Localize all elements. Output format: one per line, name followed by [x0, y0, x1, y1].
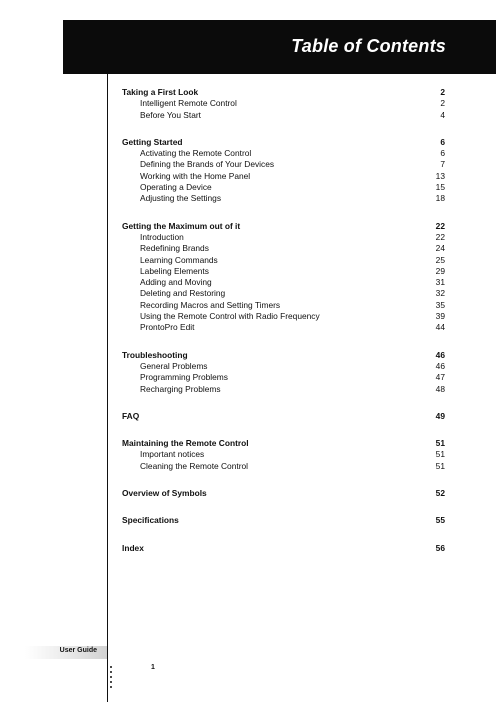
toc-page-number: 32 — [435, 288, 445, 299]
toc-subsection-entry[interactable] — [122, 372, 445, 383]
toc-chapter-title: Overview of Symbols — [122, 488, 207, 499]
toc-chapter-entry[interactable] — [122, 87, 445, 98]
toc-chapter-title: FAQ — [122, 410, 140, 421]
toc-subsection-entry[interactable] — [122, 311, 445, 322]
toc-page-number: 4 — [440, 109, 445, 120]
toc-page-number: 48 — [435, 383, 445, 394]
dot-ornament — [110, 686, 112, 688]
table-of-contents — [122, 87, 445, 570]
toc-page-number: 44 — [435, 322, 445, 333]
toc-section — [122, 137, 445, 205]
toc-subsection-entry[interactable] — [122, 266, 445, 277]
toc-subsection-title: Before You Start — [140, 109, 201, 120]
toc-subsection-entry[interactable] — [122, 110, 445, 121]
toc-subsection-title: Adding and Moving — [140, 277, 212, 288]
toc-subsection-title: Adjusting the Settings — [140, 193, 222, 204]
toc-subsection-entry[interactable] — [122, 159, 445, 170]
toc-section — [122, 515, 445, 526]
toc-subsection-entry[interactable] — [122, 449, 445, 460]
toc-page-number: 51 — [435, 449, 445, 460]
toc-page-number: 35 — [435, 299, 445, 310]
toc-subsection-title: Intelligent Remote Control — [140, 98, 237, 109]
toc-subsection-entry[interactable] — [122, 193, 445, 204]
toc-subsection-title: Defining the Brands of Your Devices — [140, 159, 275, 170]
toc-subsection-title: Cleaning the Remote Control — [140, 460, 249, 471]
page-title: Table of Contents — [291, 36, 446, 56]
toc-subsection-title: Recording Macros and Setting Timers — [140, 299, 281, 310]
toc-subsection-entry[interactable] — [122, 243, 445, 254]
toc-page-number: 51 — [435, 438, 445, 449]
toc-chapter-entry[interactable] — [122, 438, 445, 449]
toc-subsection-entry[interactable] — [122, 171, 445, 182]
toc-section — [122, 438, 445, 472]
toc-page-number: 7 — [440, 159, 445, 170]
dot-ornament — [110, 676, 112, 678]
toc-page-number: 24 — [435, 243, 445, 254]
toc-subsection-title: Redefining Brands — [140, 243, 209, 254]
toc-subsection-entry[interactable] — [122, 300, 445, 311]
toc-page-number: 6 — [440, 148, 445, 159]
toc-section — [122, 221, 445, 334]
toc-section — [122, 350, 445, 395]
toc-section — [122, 488, 445, 499]
toc-chapter-entry[interactable] — [122, 488, 445, 499]
toc-subsection-entry[interactable] — [122, 148, 445, 159]
header-bar — [63, 20, 496, 74]
toc-chapter-entry[interactable] — [122, 515, 445, 526]
toc-chapter-entry[interactable] — [122, 221, 445, 232]
dot-ornament — [110, 666, 112, 668]
toc-subsection-entry[interactable] — [122, 98, 445, 109]
toc-subsection-title: General Problems — [140, 360, 208, 371]
dot-ornament — [110, 671, 112, 673]
toc-subsection-entry[interactable] — [122, 182, 445, 193]
toc-subsection-title: Deleting and Restoring — [140, 288, 226, 299]
page-number: 1 — [151, 664, 155, 671]
toc-page-number: 39 — [435, 311, 445, 322]
toc-subsection-title: Programming Problems — [140, 372, 228, 383]
toc-page-number: 18 — [435, 193, 445, 204]
toc-chapter-title: Getting Started — [122, 136, 183, 147]
margin-rule — [107, 74, 108, 702]
toc-page-number: 47 — [435, 372, 445, 383]
dot-ornament — [110, 681, 112, 683]
toc-subsection-entry[interactable] — [122, 288, 445, 299]
toc-page-number: 6 — [440, 136, 445, 147]
toc-subsection-title: Recharging Problems — [140, 383, 221, 394]
toc-page-number: 31 — [435, 277, 445, 288]
toc-page-number: 15 — [435, 182, 445, 193]
user-guide-tab — [25, 646, 107, 659]
toc-subsection-title: Operating a Device — [140, 182, 212, 193]
toc-subsection-title: Activating the Remote Control — [140, 148, 252, 159]
toc-chapter-title: Specifications — [122, 515, 179, 526]
user-guide-label: User Guide — [59, 647, 97, 654]
toc-section — [122, 87, 445, 121]
toc-subsection-title: ProntoPro Edit — [140, 322, 195, 333]
toc-page-number: 49 — [435, 410, 445, 421]
toc-section — [122, 411, 445, 422]
toc-subsection-title: Introduction — [140, 231, 184, 242]
toc-subsection-entry[interactable] — [122, 361, 445, 372]
toc-page-number: 46 — [435, 349, 445, 360]
toc-page-number: 13 — [435, 170, 445, 181]
toc-page-number: 22 — [435, 220, 445, 231]
toc-subsection-title: Important notices — [140, 449, 205, 460]
toc-subsection-title: Working with the Home Panel — [140, 170, 251, 181]
toc-subsection-entry[interactable] — [122, 255, 445, 266]
toc-section — [122, 543, 445, 554]
toc-chapter-title: Troubleshooting — [122, 349, 188, 360]
toc-chapter-entry[interactable] — [122, 411, 445, 422]
toc-chapter-title: Index — [122, 542, 144, 553]
toc-page-number: 51 — [435, 460, 445, 471]
toc-page-number: 46 — [435, 360, 445, 371]
toc-page-number: 55 — [435, 515, 445, 526]
toc-page-number: 25 — [435, 254, 445, 265]
toc-chapter-entry[interactable] — [122, 350, 445, 361]
toc-subsection-entry[interactable] — [122, 384, 445, 395]
toc-chapter-entry[interactable] — [122, 137, 445, 148]
toc-chapter-title: Taking a First Look — [122, 87, 199, 97]
toc-chapter-entry[interactable] — [122, 543, 445, 554]
toc-page-number: 2 — [440, 87, 445, 97]
toc-page-number: 22 — [435, 231, 445, 242]
toc-subsection-title: Using the Remote Control with Radio Frequency — [140, 311, 320, 322]
toc-chapter-title: Getting the Maximum out of it — [122, 220, 241, 231]
toc-subsection-entry[interactable] — [122, 277, 445, 288]
toc-chapter-title: Maintaining the Remote Control — [122, 438, 249, 449]
toc-subsection-entry[interactable] — [122, 232, 445, 243]
toc-page-number: 52 — [435, 488, 445, 499]
toc-subsection-entry[interactable] — [122, 322, 445, 333]
toc-page-number: 2 — [440, 98, 445, 109]
toc-subsection-title: Learning Commands — [140, 254, 218, 265]
toc-subsection-title: Labeling Elements — [140, 265, 209, 276]
toc-page-number: 56 — [435, 542, 445, 553]
toc-subsection-entry[interactable] — [122, 461, 445, 472]
toc-page-number: 29 — [435, 265, 445, 276]
